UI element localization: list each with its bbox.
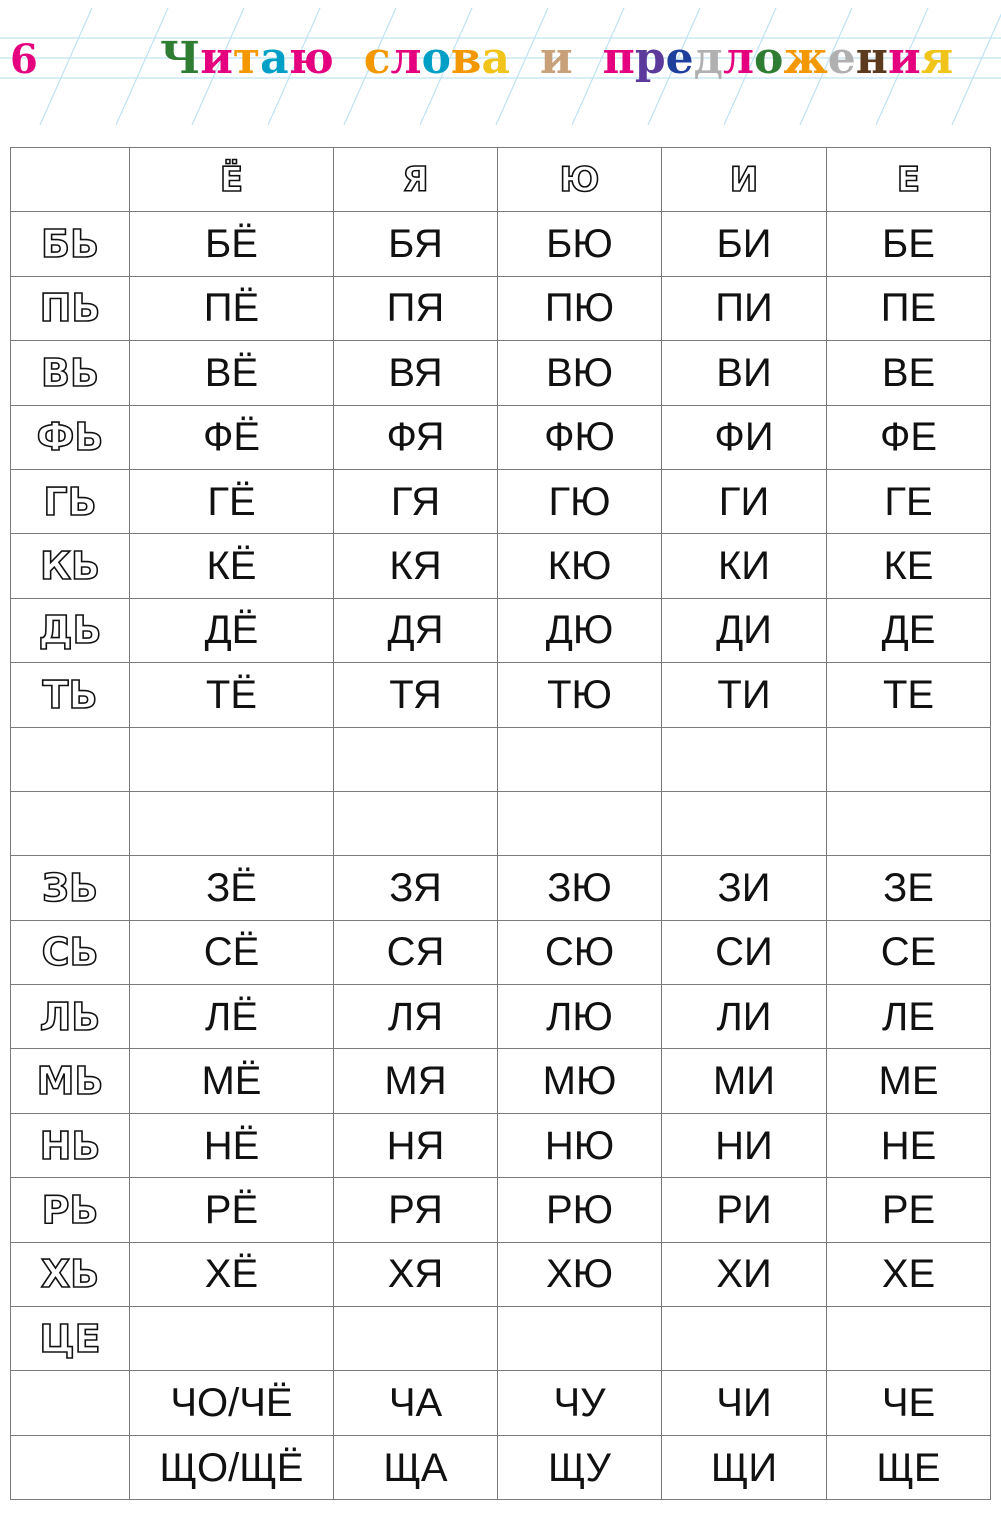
consonant-cell: РЬ bbox=[11, 1178, 130, 1242]
table-row bbox=[11, 663, 991, 727]
syllable-cell: ЩИ bbox=[662, 1435, 827, 1499]
title-letter: о bbox=[421, 33, 451, 84]
syllable-cell bbox=[827, 1307, 991, 1371]
syllable-cell: ТЕ bbox=[827, 663, 991, 727]
consonant-cell: ВЬ bbox=[11, 341, 130, 405]
syllable-cell: РЮ bbox=[498, 1178, 662, 1242]
syllable-cell: ЗЕ bbox=[827, 856, 991, 920]
syllable-cell: БИ bbox=[662, 212, 827, 276]
syllable-cell: БЁ bbox=[130, 212, 334, 276]
syllable-cell: ДИ bbox=[662, 598, 827, 662]
syllable-cell: БЮ bbox=[498, 212, 662, 276]
syllable-cell: ЧЕ bbox=[827, 1371, 991, 1435]
syllable-cell: ФЕ bbox=[827, 405, 991, 469]
syllable-cell bbox=[498, 1307, 662, 1371]
syllable-cell: ХЁ bbox=[130, 1242, 334, 1306]
syllable-cell: НИ bbox=[662, 1113, 827, 1177]
syllable-cell: ХИ bbox=[662, 1242, 827, 1306]
syllable-cell: НЁ bbox=[130, 1113, 334, 1177]
syllable-cell: ЩО/ЩЁ bbox=[130, 1435, 334, 1499]
syllable-cell bbox=[662, 791, 827, 855]
syllable-cell: КЁ bbox=[130, 534, 334, 598]
syllable-cell: ЧО/ЧЁ bbox=[130, 1371, 334, 1435]
title-letter: я bbox=[920, 33, 954, 84]
page-title bbox=[160, 34, 953, 84]
syllable-cell: КЮ bbox=[498, 534, 662, 598]
table-row bbox=[11, 920, 991, 984]
consonant-cell: МЬ bbox=[11, 1049, 130, 1113]
consonant-cell bbox=[11, 1371, 130, 1435]
syllable-cell: ГИ bbox=[662, 469, 827, 533]
syllable-cell: РЯ bbox=[334, 1178, 498, 1242]
title-letter: н bbox=[855, 33, 889, 84]
title-letter: и bbox=[540, 33, 573, 84]
title-letter: п bbox=[602, 33, 635, 84]
syllable-cell: ТЯ bbox=[334, 663, 498, 727]
table-row bbox=[11, 469, 991, 533]
syllable-cell bbox=[827, 791, 991, 855]
syllable-cell: ПЁ bbox=[130, 276, 334, 340]
syllable-cell: ЧИ bbox=[662, 1371, 827, 1435]
consonant-cell: НЬ bbox=[11, 1113, 130, 1177]
vowel-header-cell: Ю bbox=[498, 148, 662, 212]
syllable-cell: МЕ bbox=[827, 1049, 991, 1113]
consonant-cell: ПЬ bbox=[11, 276, 130, 340]
vowel-header-cell: Е bbox=[827, 148, 991, 212]
syllable-cell: ПЮ bbox=[498, 276, 662, 340]
syllable-cell: ДЁ bbox=[130, 598, 334, 662]
table-row bbox=[11, 341, 991, 405]
syllable-cell: ЩЕ bbox=[827, 1435, 991, 1499]
syllable-cell: МЯ bbox=[334, 1049, 498, 1113]
syllable-cell: СЁ bbox=[130, 920, 334, 984]
table-row bbox=[11, 534, 991, 598]
syllable-cell: ВИ bbox=[662, 341, 827, 405]
table-row bbox=[11, 985, 991, 1049]
syllable-cell: ЩУ bbox=[498, 1435, 662, 1499]
title-word bbox=[603, 34, 954, 84]
table-row bbox=[11, 1307, 991, 1371]
syllable-cell bbox=[498, 791, 662, 855]
syllable-cell: ЛЯ bbox=[334, 985, 498, 1049]
syllable-cell: ЗЁ bbox=[130, 856, 334, 920]
syllable-cell bbox=[662, 727, 827, 791]
syllable-cell: НЯ bbox=[334, 1113, 498, 1177]
consonant-cell: ЗЬ bbox=[11, 856, 130, 920]
consonant-cell bbox=[11, 791, 130, 855]
table-row bbox=[11, 1242, 991, 1306]
syllable-cell: ЗИ bbox=[662, 856, 827, 920]
consonant-cell: СЬ bbox=[11, 920, 130, 984]
title-word bbox=[540, 34, 573, 84]
header-row bbox=[11, 148, 991, 212]
syllable-cell: ФЯ bbox=[334, 405, 498, 469]
syllable-cell: ВЮ bbox=[498, 341, 662, 405]
syllable-cell: НЕ bbox=[827, 1113, 991, 1177]
syllable-cell: ГЮ bbox=[498, 469, 662, 533]
title-letter: и bbox=[200, 33, 233, 84]
syllable-cell: МИ bbox=[662, 1049, 827, 1113]
syllable-cell: СЮ bbox=[498, 920, 662, 984]
syllable-cell: ЛИ bbox=[662, 985, 827, 1049]
consonant-cell: ТЬ bbox=[11, 663, 130, 727]
syllable-cell: ВЕ bbox=[827, 341, 991, 405]
title-letter: е bbox=[827, 33, 856, 84]
title-letter: а bbox=[481, 33, 511, 84]
syllable-cell bbox=[662, 1307, 827, 1371]
syllable-cell bbox=[498, 727, 662, 791]
syllable-cell bbox=[334, 1307, 498, 1371]
slant-line bbox=[952, 8, 1001, 125]
page-header bbox=[0, 0, 1001, 130]
table-row bbox=[11, 276, 991, 340]
syllable-cell: БЕ bbox=[827, 212, 991, 276]
consonant-cell: ФЬ bbox=[11, 405, 130, 469]
syllable-cell: ХЮ bbox=[498, 1242, 662, 1306]
syllable-cell: ЧА bbox=[334, 1371, 498, 1435]
table-row bbox=[11, 598, 991, 662]
syllable-cell: ЗЮ bbox=[498, 856, 662, 920]
title-letter: а bbox=[260, 33, 289, 84]
syllable-cell: ПИ bbox=[662, 276, 827, 340]
title-word bbox=[160, 34, 334, 84]
title-letter: т bbox=[232, 33, 261, 84]
syllable-cell: БЯ bbox=[334, 212, 498, 276]
consonant-cell bbox=[11, 1435, 130, 1499]
syllable-cell: МЮ bbox=[498, 1049, 662, 1113]
consonant-cell: ДЬ bbox=[11, 598, 130, 662]
syllable-cell: НЮ bbox=[498, 1113, 662, 1177]
table-row bbox=[11, 1049, 991, 1113]
consonant-cell: ЦЕ bbox=[11, 1307, 130, 1371]
syllable-cell: ТЮ bbox=[498, 663, 662, 727]
syllable-cell: РЁ bbox=[130, 1178, 334, 1242]
slant-line bbox=[40, 8, 92, 125]
syllable-cell: КЕ bbox=[827, 534, 991, 598]
syllable-cell: ТИ bbox=[662, 663, 827, 727]
consonant-cell: КЬ bbox=[11, 534, 130, 598]
syllable-cell bbox=[130, 1307, 334, 1371]
syllable-cell: ВЯ bbox=[334, 341, 498, 405]
syllable-cell: КИ bbox=[662, 534, 827, 598]
syllable-cell bbox=[334, 791, 498, 855]
syllable-cell: ВЁ bbox=[130, 341, 334, 405]
title-letter: р bbox=[634, 33, 666, 84]
vowel-header-cell: Я bbox=[334, 148, 498, 212]
syllable-cell: КЯ bbox=[334, 534, 498, 598]
syllable-cell: ЛЁ bbox=[130, 985, 334, 1049]
vowel-header-cell: И bbox=[662, 148, 827, 212]
title-letter: и bbox=[888, 33, 921, 84]
syllable-cell: ГЯ bbox=[334, 469, 498, 533]
table-row bbox=[11, 727, 991, 791]
syllable-cell: ТЁ bbox=[130, 663, 334, 727]
vowel-header-cell: Ё bbox=[130, 148, 334, 212]
title-letter: д bbox=[693, 33, 723, 84]
table-row bbox=[11, 405, 991, 469]
table-row bbox=[11, 1113, 991, 1177]
table-row bbox=[11, 791, 991, 855]
title-letter: е bbox=[665, 33, 694, 84]
title-letter: ж bbox=[783, 33, 828, 84]
consonant-cell: ГЬ bbox=[11, 469, 130, 533]
syllable-cell: ЧУ bbox=[498, 1371, 662, 1435]
syllable-cell: ФЁ bbox=[130, 405, 334, 469]
syllable-cell: ДЯ bbox=[334, 598, 498, 662]
syllable-cell bbox=[130, 727, 334, 791]
table-row bbox=[11, 1435, 991, 1499]
consonant-cell: ЛЬ bbox=[11, 985, 130, 1049]
syllable-cell: ЗЯ bbox=[334, 856, 498, 920]
syllable-cell: СЕ bbox=[827, 920, 991, 984]
syllable-cell: РЕ bbox=[827, 1178, 991, 1242]
syllable-cell: РИ bbox=[662, 1178, 827, 1242]
syllable-cell: СИ bbox=[662, 920, 827, 984]
syllable-cell: ЛЕ bbox=[827, 985, 991, 1049]
syllable-cell: ЛЮ bbox=[498, 985, 662, 1049]
syllable-table bbox=[10, 147, 991, 1500]
syllable-cell: ПЕ bbox=[827, 276, 991, 340]
table-row bbox=[11, 1178, 991, 1242]
consonant-cell bbox=[11, 727, 130, 791]
syllable-cell: ДЮ bbox=[498, 598, 662, 662]
table-row bbox=[11, 1371, 991, 1435]
title-letter: с bbox=[363, 33, 391, 84]
syllable-cell: ФЮ bbox=[498, 405, 662, 469]
title-letter: л bbox=[390, 33, 422, 84]
syllable-cell: ХЯ bbox=[334, 1242, 498, 1306]
syllable-cell: СЯ bbox=[334, 920, 498, 984]
syllable-cell: ГЕ bbox=[827, 469, 991, 533]
syllable-cell bbox=[334, 727, 498, 791]
table-row bbox=[11, 856, 991, 920]
table-row bbox=[11, 212, 991, 276]
syllable-cell bbox=[827, 727, 991, 791]
title-word bbox=[364, 34, 510, 84]
syllable-cell: ДЕ bbox=[827, 598, 991, 662]
syllable-cell bbox=[130, 791, 334, 855]
syllable-cell: ПЯ bbox=[334, 276, 498, 340]
page-number: 6 bbox=[10, 36, 38, 83]
corner-cell bbox=[11, 148, 130, 212]
syllable-cell: ЩА bbox=[334, 1435, 498, 1499]
title-letter: Ч bbox=[160, 33, 201, 84]
title-letter: в bbox=[450, 33, 482, 84]
title-letter: л bbox=[722, 33, 754, 84]
syllable-cell: МЁ bbox=[130, 1049, 334, 1113]
syllable-cell: ГЁ bbox=[130, 469, 334, 533]
title-letter: о bbox=[754, 33, 784, 84]
syllable-cell: ФИ bbox=[662, 405, 827, 469]
consonant-cell: БЬ bbox=[11, 212, 130, 276]
syllable-cell: ХЕ bbox=[827, 1242, 991, 1306]
consonant-cell: ХЬ bbox=[11, 1242, 130, 1306]
title-letter: ю bbox=[288, 33, 334, 84]
